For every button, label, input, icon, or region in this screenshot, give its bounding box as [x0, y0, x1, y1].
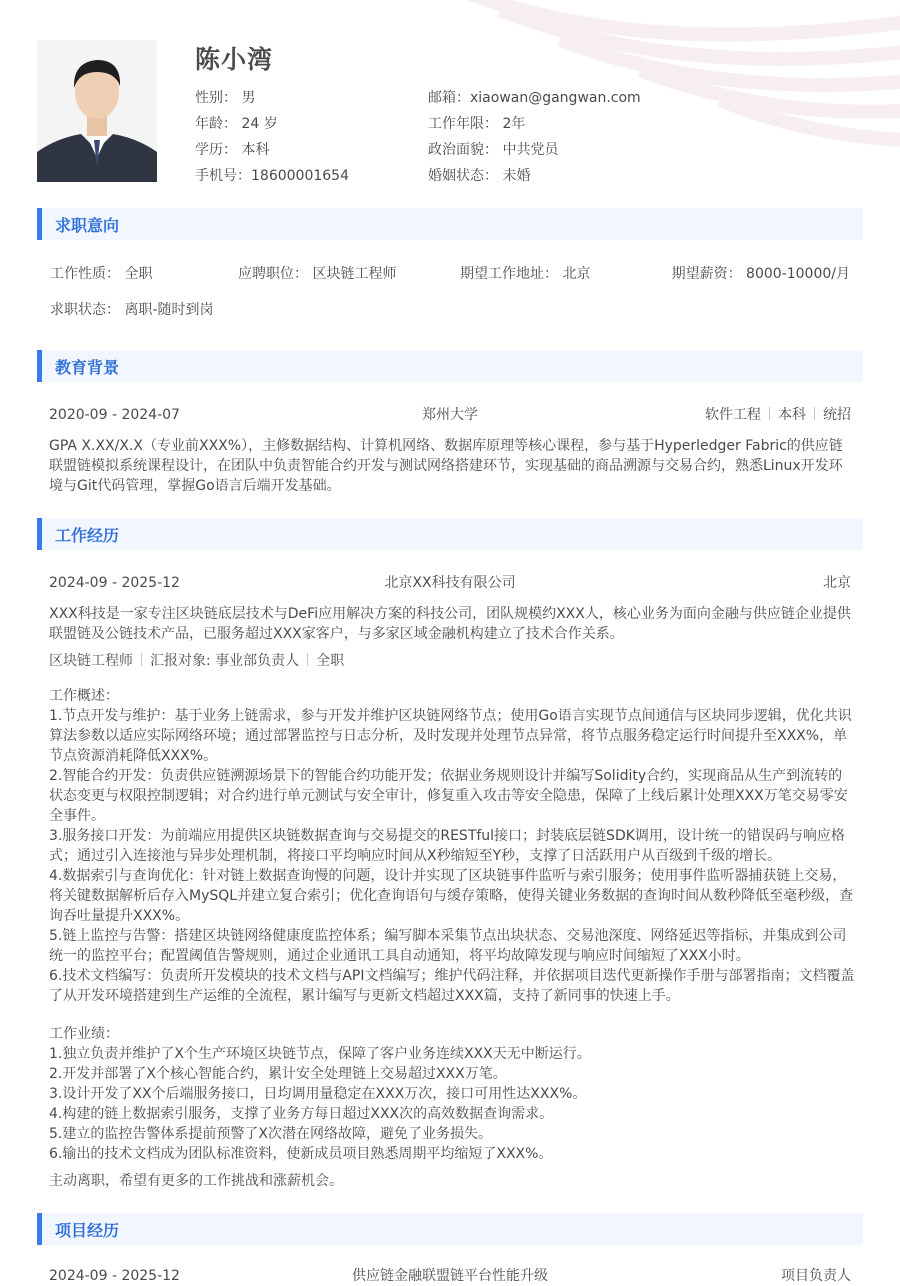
email-field: 邮箱：xiaowan@gangwan.com	[428, 90, 641, 106]
section-accent-bar	[37, 518, 42, 550]
age-field: 年龄： 24 岁	[195, 116, 278, 132]
overview-item: 1.节点开发与维护：基于业务上链需求，参与开发并维护区块链网络节点；使用Go语言实现节点间通信与区块同步逻辑，优化共识算法参数以适应实际网络环境；通过部署监控与日志分析，及时发现并处理节点异常，将节点服务稳定运行时间提升至XXX%，单节点资源消耗降低XXX%。	[49, 708, 852, 764]
project-name: 供应链金融联盟链平台性能升级	[352, 1268, 548, 1284]
achievement-item: 3.设计开发了XX个后端服务接口，日均调用量稳定在XXX万次，接口可用性达XXX%。	[49, 1086, 587, 1102]
expected-salary: 期望薪资： 8000-10000/月	[671, 266, 850, 282]
education-field: 学历： 本科	[195, 142, 270, 158]
work-achievements	[49, 1024, 855, 1164]
work-nature: 工作性质： 全职	[50, 266, 153, 282]
section-title: 工作经历	[55, 526, 120, 545]
work-tags	[49, 651, 344, 671]
section-title: 教育背景	[55, 358, 120, 377]
report-to: 汇报对象: 事业部负责人	[150, 653, 300, 669]
work-overview	[49, 686, 855, 1006]
marital-field: 婚姻状态： 未婚	[428, 168, 531, 184]
overview-item: 2.智能合约开发：负责供应链溯源场景下的智能合约功能开发；依据业务规则设计并编写Solidity合约，实现商品从生产到流转的状态变更与权限控制逻辑；对合约进行单元测试与安全审计，修复重入攻击等安全隐患，保障了上线后累计处理XXX万笔交易零安全事件。	[49, 768, 848, 824]
candidate-name: 陈小湾	[195, 45, 274, 74]
overview-item: 3.服务接口开发：为前端应用提供区块链数据查询与交易提交的RESTful接口；封装底层链SDK调用，设计统一的错误码与响应格式；通过引入连接池与异步处理机制，将接口平均响应时间从X秒缩短至Y秒，支撑了日活跃用户从百级到千级的增长。	[49, 828, 845, 864]
education-description: GPA X.XX/X.X（专业前XXX%），主修数据结构、计算机网络、数据库原理等核心课程，参与基于Hyperledger Fabric的供应链联盟链模拟系统课程设计，在团队中负责智能合约开发与测试网络搭建环节，实现基础的商品溯源与交易合约，熟悉Linux开发环境与Git代码管理，掌握Go语言后端开发基础。	[49, 438, 843, 494]
section-accent-bar	[37, 350, 42, 382]
project-role: 项目负责人	[781, 1268, 851, 1284]
job-status: 求职状态： 离职-随时到岗	[50, 302, 214, 318]
section-accent-bar	[37, 1213, 42, 1245]
section-title: 求职意向	[55, 216, 120, 235]
avatar	[37, 40, 157, 182]
section-job-intent	[37, 208, 863, 240]
achievement-title: 工作业绩：	[49, 1026, 119, 1042]
overview-item: 4.数据索引与查询优化：针对链上数据查询慢的问题，设计并实现了区块链事件监听与索引服务；使用事件监听器捕获链上交易，将关键数据解析后存入MySQL并建立复合索引；优化查询语句与缓存策略，使得关键业务数据的查询时间从数秒降低至毫秒级，查询吞吐量提升XXX%。	[49, 868, 854, 924]
major: 软件工程	[705, 407, 761, 423]
project-period: 2024-09 - 2025-12	[49, 1268, 180, 1284]
political-field: 政治面貌： 中共党员	[428, 142, 559, 158]
education-tags	[600, 405, 851, 425]
school-name: 郑州大学	[422, 407, 478, 423]
job-role: 区块链工程师	[49, 653, 133, 669]
achievement-item: 5.建立的监控告警体系提前预警了X次潜在网络故障，避免了业务损失。	[49, 1126, 492, 1142]
phone-field: 手机号：18600001654	[195, 168, 349, 184]
achievement-item: 2.开发并部署了X个核心智能合约，累计安全处理链上交易超过XXX万笔。	[49, 1066, 507, 1082]
overview-title: 工作概述：	[49, 688, 119, 704]
section-project	[37, 1213, 863, 1245]
education-period: 2020-09 - 2024-07	[49, 407, 180, 423]
gender-field: 性别： 男	[195, 90, 256, 106]
achievement-item: 1.独立负责并维护了X个生产环境区块链节点，保障了客户业务连续XXX天无中断运行。	[49, 1046, 591, 1062]
overview-item: 6.技术文档编写：负责所开发模块的技术文档与API文档编写；维护代码注释，并依据项目迭代更新操作手册与部署指南；文档覆盖了从开发环境搭建到生产运维的全流程，累计编写与更新文档超过XXX篇，支持了新同事的快速上手。	[49, 968, 855, 1004]
enrollment-type: 统招	[823, 407, 851, 423]
company-description: XXX科技是一家专注区块链底层技术与DeFi应用解决方案的科技公司，团队规模约XXX人，核心业务为面向金融与供应链企业提供联盟链及公链技术产品，已服务超过XXX家客户，与多家区域金融机构建立了技术合作关系。	[49, 606, 851, 642]
degree: 本科	[778, 407, 806, 423]
job-type: 全职	[316, 653, 345, 669]
section-work	[37, 518, 863, 550]
achievement-item: 6.输出的技术文档成为团队标准资料，使新成员项目熟悉周期平均缩短了XXX%。	[49, 1146, 553, 1162]
section-title: 项目经历	[55, 1221, 120, 1240]
section-education	[37, 350, 863, 382]
leave-reason: 主动离职，希望有更多的工作挑战和涨薪机会。	[49, 1173, 343, 1189]
overview-item: 5.链上监控与告警：搭建区块链网络健康度监控体系；编写脚本采集节点出块状态、交易池深度、网络延迟等指标，并集成到公司统一的监控平台；配置阈值告警规则，通过企业通讯工具自动通知，将平均故障发现与响应时间缩短了XXX小时。	[49, 928, 847, 964]
target-position: 应聘职位： 区块链工程师	[238, 266, 397, 282]
section-accent-bar	[37, 208, 42, 240]
achievement-item: 4.构建的链上数据索引服务，支撑了业务方每日超过XXX次的高效数据查询需求。	[49, 1106, 554, 1122]
profile-header	[37, 40, 863, 190]
work-years-field: 工作年限： 2年	[428, 116, 526, 132]
company-name: 北京XX科技有限公司	[384, 575, 516, 591]
target-location: 期望工作地址： 北京	[460, 266, 591, 282]
work-period: 2024-09 - 2025-12	[49, 575, 180, 591]
work-city: 北京	[823, 575, 851, 591]
